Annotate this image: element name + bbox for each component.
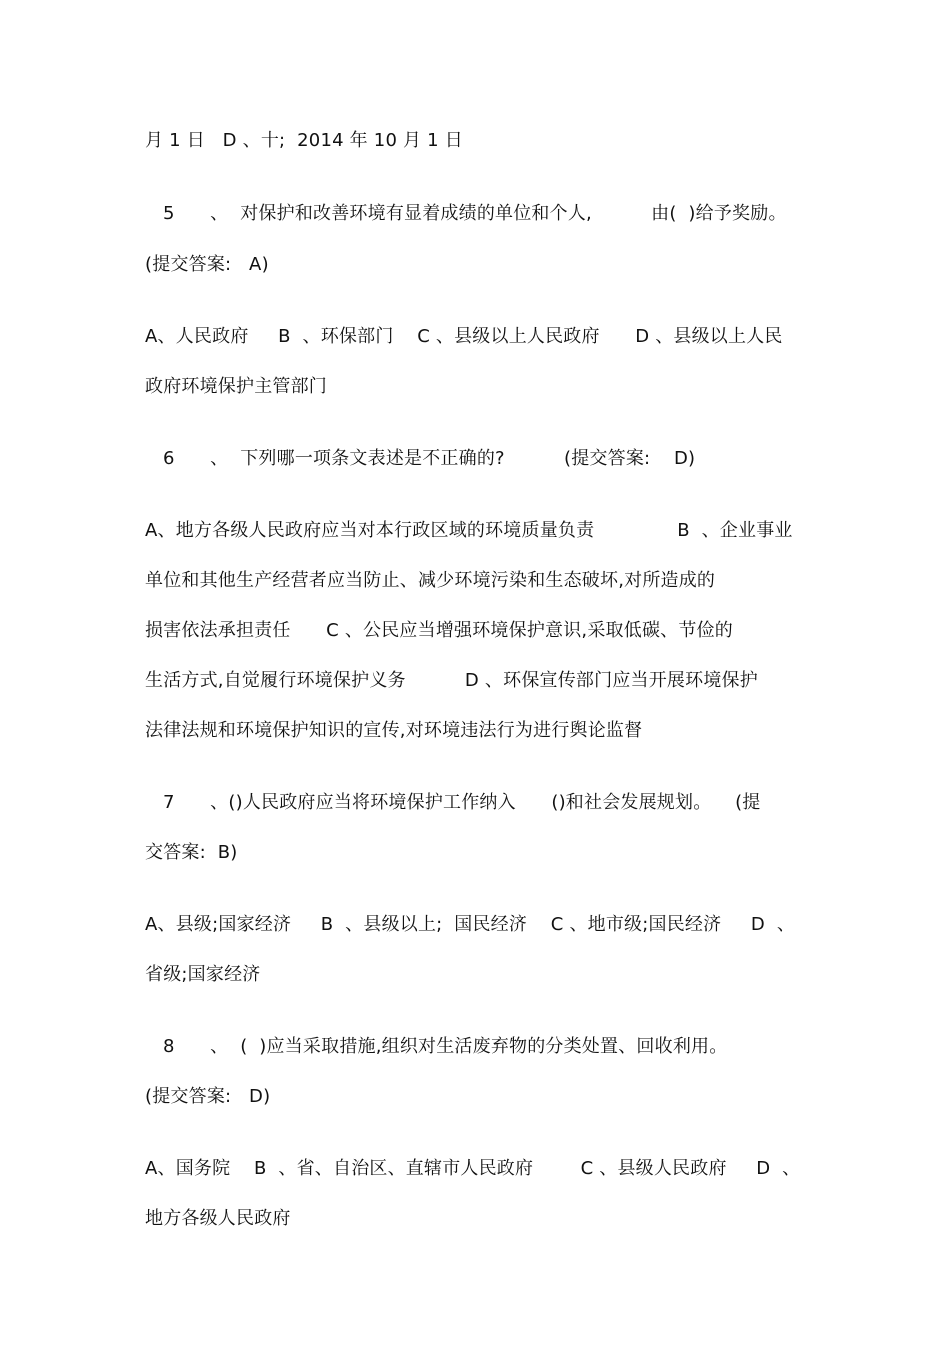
- question-6-options-continued: 单位和其他生产经营者应当防止、减少环境污染和生态破坏,对所造成的: [145, 570, 716, 591]
- question-8-stem: 8 、 ( )应当采取措施,组织对生活废弃物的分类处置、回收利用。: [163, 1036, 728, 1057]
- question-6-options: A、地方各级人民政府应当对本行政区域的环境质量负责 B 、企业事业: [145, 520, 793, 541]
- question-5-answer: (提交答案: A): [145, 254, 269, 275]
- text-line-answer-continuation: 月 1 日 D 、十; 2014 年 10 月 1 日: [145, 130, 463, 151]
- question-6-stem: 6 、 下列哪一项条文表述是不正确的? (提交答案: D): [163, 448, 696, 469]
- question-8-options-continued: 地方各级人民政府: [145, 1208, 291, 1229]
- question-5-options-continued: 政府环境保护主管部门: [145, 376, 327, 397]
- question-6-options-continued: 生活方式,自觉履行环境保护义务 D 、环保宣传部门应当开展环境保护: [145, 670, 758, 691]
- question-5-options: A、人民政府 B 、环保部门 C 、县级以上人民政府 D 、县级以上人民: [145, 326, 783, 347]
- question-7-options-continued: 省级;国家经济: [145, 964, 261, 985]
- question-8-options: A、国务院 B 、省、自治区、直辖市人民政府 C 、县级人民政府 D 、: [145, 1158, 801, 1179]
- question-5-stem: 5 、 对保护和改善环境有显着成绩的单位和个人, 由( )给予奖励。: [163, 203, 787, 224]
- question-7-stem: 7 、()人民政府应当将环境保护工作纳入 ()和社会发展规划。 (提: [163, 792, 761, 813]
- question-8-answer: (提交答案: D): [145, 1086, 271, 1107]
- question-7-options: A、县级;国家经济 B 、县级以上; 国民经济 C 、地市级;国民经济 D 、: [145, 914, 796, 935]
- question-7-answer: 交答案: B): [145, 842, 238, 863]
- question-6-options-continued: 法律法规和环境保护知识的宣传,对环境违法行为进行舆论监督: [145, 720, 643, 741]
- question-6-options-continued: 损害依法承担责任 C 、公民应当增强环境保护意识,采取低碳、节俭的: [145, 620, 733, 641]
